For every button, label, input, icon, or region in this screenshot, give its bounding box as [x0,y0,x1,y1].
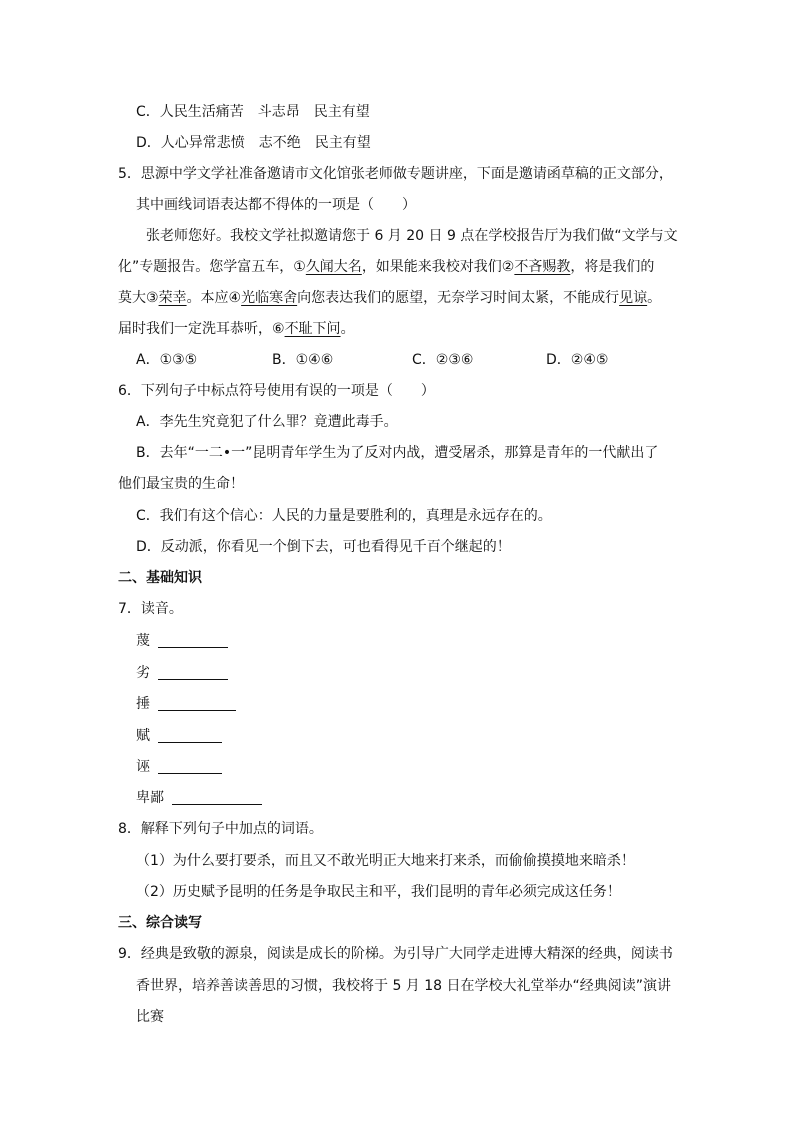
q7-item [136,726,222,746]
q5-text: 化”专题报告。您学富五车，① [118,259,306,275]
q5-passage-line1: 张老师您好。我校文学社拟邀请您于 6 月 20 日 9 点在学校报告厅为我们做“文学与文 [146,228,678,244]
section-heading-reading-writing: 三、综合读写 [118,915,202,931]
q7-char: 卑鄙 [136,790,164,806]
q5-underlined-phrase-3: 荣幸 [158,290,187,306]
answer-blank[interactable] [172,790,262,805]
q7-char: 诬 [136,759,150,775]
q8-stem: 8．解释下列句子中加点的词语。 [118,821,323,837]
q6-stem: 6．下列句子中标点符号使用有误的一项是（ ） [118,383,435,399]
q7-item [136,757,222,777]
q7-item [136,694,236,714]
q6-option-c[interactable]: C．我们有这个信心：人民的力量是要胜利的，真理是永远存在的。 [136,508,552,524]
section-heading-basics: 二、基础知识 [118,570,202,586]
q7-char: 赋 [136,728,150,744]
q5-text: ，如果能来我校对我们② [361,259,515,275]
q9-line3: 比赛 [136,1009,164,1025]
q5-passage-line4 [118,319,355,339]
q8-sentence-2: （2）历史赋予昆明的任务是争取民主和平，我们昆明的青年必须完成这任务！ [136,884,621,900]
q5-text: 。本应④ [186,290,242,306]
q4-option-d: D．人心异常悲愤 志不绝 民主有望 [136,135,371,151]
q6-option-b-line1[interactable]: B．去年“一二•一”昆明青年学生为了反对内战，遭受屠杀，那算是青年的一代献出了 [136,445,659,461]
q7-item [136,663,228,683]
q7-char: 捶 [136,696,150,712]
q8-sentence-1: （1）为什么要打要杀，而且又不敢光明正大地来打来杀，而偷偷摸摸地来暗杀！ [136,853,635,869]
q6-option-a[interactable]: A．李先生究竟犯了什么罪？竟遭此毒手。 [136,414,398,430]
q5-underlined-phrase-1: 久闻大名 [305,259,362,275]
q6-option-d[interactable]: D．反动派，你看见一个倒下去，可也看得见千百个继起的！ [136,539,511,555]
q5-text: 。 [340,321,355,337]
q5-stem-line1: 5．思源中学文学社准备邀请市文化馆张老师做专题讲座，下面是邀请函草稿的正文部分， [118,166,673,182]
q5-passage-line2 [118,257,654,277]
answer-blank[interactable] [158,728,222,743]
q5-text: 莫大③ [118,290,159,306]
q5-underlined-phrase-4: 光临寒舍 [241,290,298,306]
answer-blank[interactable] [158,633,228,648]
q5-text: 向您表达我们的愿望，无奈学习时间太紧，不能成行 [297,290,620,306]
q5-option-c[interactable]: C．②③⑥ [412,352,474,368]
answer-blank[interactable] [158,696,236,711]
q5-underlined-phrase-2: 不吝赐教 [514,259,571,275]
q7-item [136,631,228,651]
q5-text: 。 [647,290,662,306]
q9-line2: 香世界，培养善读善思的习惯，我校将于 5 月 18 日在学校大礼堂举办“经典阅读”演讲 [136,978,672,994]
q7-stem: 7．读音。 [118,601,183,617]
q5-option-d[interactable]: D．②④⑤ [546,352,609,368]
q4-option-c: C．人民生活痛苦 斗志昂 民主有望 [136,104,370,120]
answer-blank[interactable] [158,665,228,680]
q5-option-a[interactable]: A．①③⑤ [136,352,198,368]
q7-char: 蔑 [136,633,150,649]
q7-char: 劣 [136,665,150,681]
q6-option-b-line2: 他们最宝贵的生命！ [118,476,244,492]
q5-text: ，将是我们的 [570,259,655,275]
q7-item [136,788,262,808]
q5-stem-line2: 其中画线词语表达都不得体的一项是（ ） [136,197,416,213]
q5-text: 届时我们一定洗耳恭听，⑥ [118,321,285,337]
q9-line1: 9．经典是致敬的源泉，阅读是成长的阶梯。为引导广大同学走进博大精深的经典，阅读书 [118,946,673,962]
q5-underlined-phrase-5: 见谅 [619,290,648,306]
q5-option-b[interactable]: B．①④⑥ [272,352,334,368]
answer-blank[interactable] [158,759,222,774]
q5-passage-line3 [118,288,661,308]
q5-underlined-phrase-6: 不耻下问 [284,321,341,337]
